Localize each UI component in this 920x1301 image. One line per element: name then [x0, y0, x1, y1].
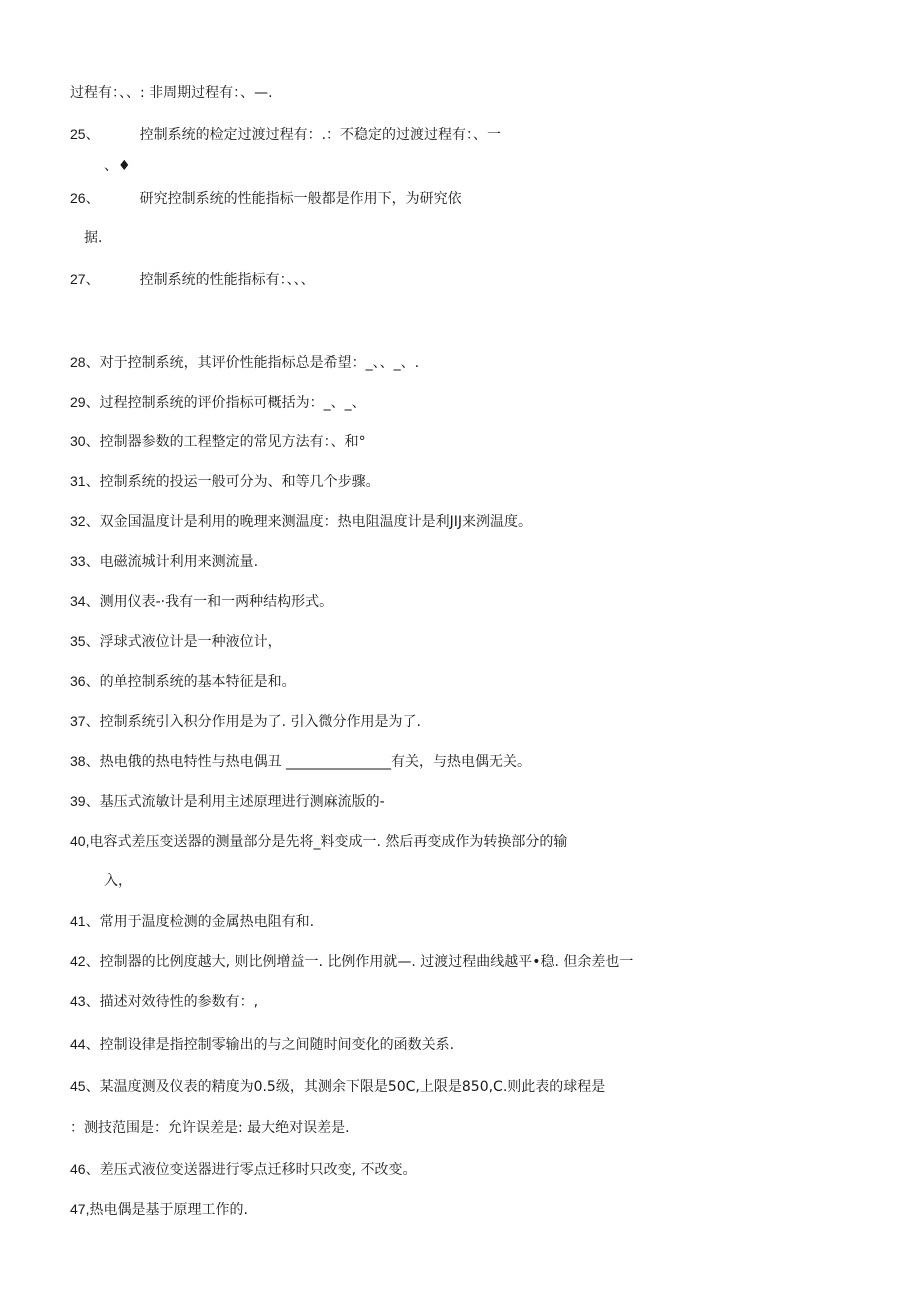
- line-continuation-45: [70, 1119, 350, 1137]
- question-39: [70, 792, 385, 811]
- question-number: 26、: [70, 190, 100, 206]
- question-41: [70, 912, 314, 931]
- question-number: 45、: [70, 1078, 100, 1094]
- question-42: [70, 952, 633, 971]
- question-28: [70, 353, 419, 372]
- question-number: 31、: [70, 473, 100, 489]
- question-text: 控制器的比例度越大, 则比例增益一. 比例作用就—. 过渡过程曲线越平•稳. 但余差也一: [99, 954, 634, 970]
- line-continuation-40: [104, 872, 132, 890]
- question-46: [70, 1160, 416, 1179]
- question-text: 电磁流城计利用来测流量.: [99, 554, 259, 570]
- question-text: 某温度测及仪表的精度为0.5级，其测余下限是50C,上限是850,C.则此表的球程是: [99, 1079, 606, 1095]
- line-text: 入，: [104, 873, 132, 889]
- question-number: 30、: [70, 433, 100, 449]
- question-text: 常用于温度检测的金属热电阻有和.: [99, 914, 315, 930]
- question-number: 34、: [70, 593, 100, 609]
- question-40: [70, 832, 567, 851]
- line-text: ：测技范围是：允许误差是: 最大绝对误差是.: [70, 1120, 350, 1136]
- question-43: [70, 992, 258, 1011]
- question-text: 控制器参数的工程整定的常见方法有：、和°: [99, 434, 366, 450]
- question-33: [70, 552, 258, 571]
- line-continuation-26: [84, 229, 102, 247]
- question-30: [70, 432, 366, 451]
- question-text: 基压式流敏计是利用主述原理进行测麻流版的-: [99, 794, 385, 810]
- question-text: 对于控制系统，其评价性能指标总是希望：_、、_、.: [99, 355, 420, 371]
- question-number: 40,: [70, 833, 90, 849]
- question-25: [70, 125, 501, 144]
- question-number: 41、: [70, 913, 100, 929]
- question-text: 测用仪表-·我有一和一两种结构形式。: [99, 594, 334, 610]
- question-text: 热电俄的热电特性与热电偶丑 _______________有关，与热电偶无关。: [99, 754, 532, 770]
- question-36: [70, 672, 296, 691]
- line-text: 过程有：、、: 非周期过程有：、—.: [70, 85, 273, 101]
- line-continuation-24: [70, 84, 273, 102]
- question-text: 的单控制系统的基本特征是和。: [99, 674, 296, 690]
- question-44: [70, 1035, 454, 1054]
- question-number: 47,: [70, 1201, 90, 1217]
- question-27: [70, 270, 315, 289]
- question-text: 电容式差压变送器的测量部分是先将_料变成一. 然后再变成作为转换部分的输: [89, 834, 568, 850]
- question-45: [70, 1077, 605, 1096]
- line-text: 、♦: [104, 158, 131, 174]
- question-text: 浮球式液位计是一种液位计，: [99, 634, 282, 650]
- question-38: [70, 752, 531, 771]
- question-32: [70, 512, 532, 531]
- question-number: 32、: [70, 513, 100, 529]
- question-number: 44、: [70, 1036, 100, 1052]
- question-47: [70, 1200, 248, 1219]
- question-number: 46、: [70, 1161, 100, 1177]
- question-number: 36、: [70, 673, 100, 689]
- question-number: 38、: [70, 753, 100, 769]
- question-text: 控制系统引入积分作用是为了. 引入微分作用是为了.: [99, 714, 421, 730]
- line-text: 据.: [84, 230, 103, 246]
- question-29: [70, 393, 366, 412]
- question-text: 差压式液位变送器进行零点迁移时只改变, 不改变。: [99, 1162, 417, 1178]
- question-number: 35、: [70, 633, 100, 649]
- question-number: 25、: [70, 126, 100, 142]
- question-number: 27、: [70, 271, 100, 287]
- question-text: 控制系统的检定过渡过程有：.：不稳定的过渡过程有：、一: [139, 127, 502, 143]
- question-text: 描述对效待性的参数有：,: [99, 994, 259, 1010]
- question-number: 39、: [70, 793, 100, 809]
- question-text: 控制系统的投运一般可分为、和等几个步骤。: [99, 474, 380, 490]
- question-text: 双金国温度计是利用的晚理来测温度：热电阻温度计是利JIJ来洌温度。: [99, 514, 532, 530]
- question-number: 33、: [70, 553, 100, 569]
- line-continuation-25: [104, 157, 131, 175]
- question-text: 热电偶是基于原理工作的.: [89, 1202, 248, 1218]
- question-number: 42、: [70, 953, 100, 969]
- question-text: 研究控制系统的性能指标一般都是作用下，为研究依: [139, 191, 462, 207]
- question-text: 过程控制系统的评价指标可概括为：_、_、: [99, 395, 366, 411]
- question-number: 29、: [70, 394, 100, 410]
- question-34: [70, 592, 333, 611]
- question-text: 控制系统的性能指标有：、、、: [139, 272, 315, 288]
- question-number: 28、: [70, 354, 100, 370]
- question-35: [70, 632, 282, 651]
- question-number: 43、: [70, 993, 100, 1009]
- question-text: 控制设律是指控制零输出的与之间随时间变化的函数关系.: [99, 1037, 455, 1053]
- question-37: [70, 712, 421, 731]
- question-26: [70, 189, 462, 208]
- question-31: [70, 472, 380, 491]
- question-number: 37、: [70, 713, 100, 729]
